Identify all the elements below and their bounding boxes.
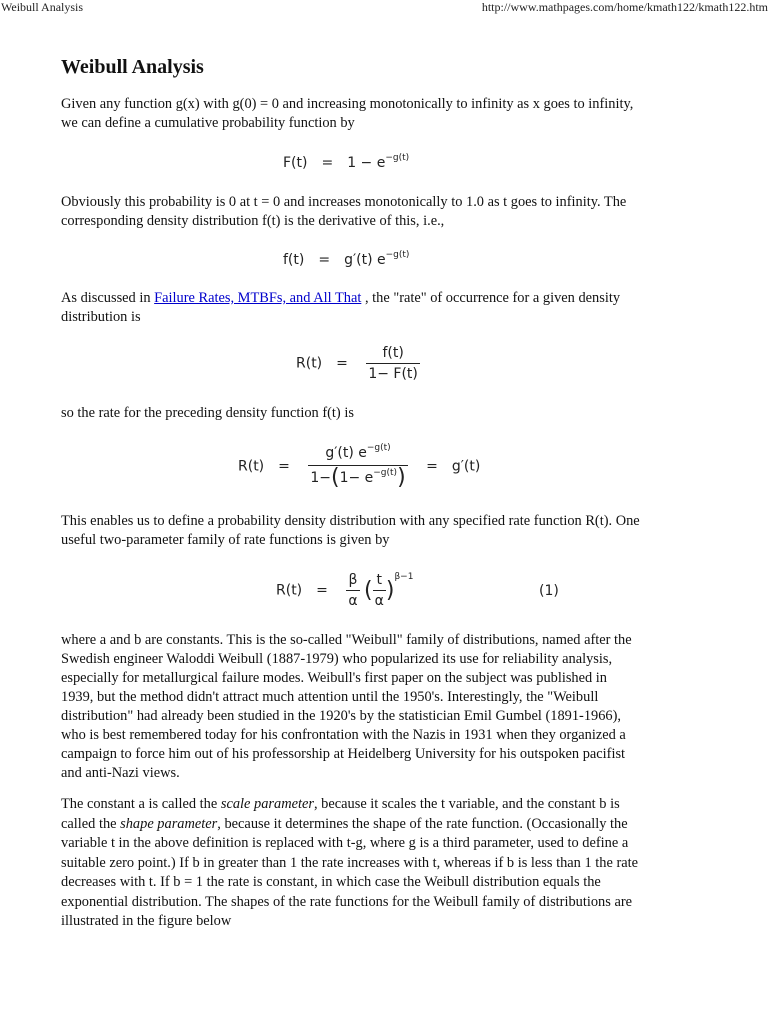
term-scale-parameter: scale parameter: [220, 796, 314, 812]
paragraph-rate-intro: As discussed in Failure Rates, MTBFs, and All That , the "rate" of occurrence for a given density distribution is: [61, 290, 621, 325]
equation-cdf: $F(t) = 1 - e^{-g(t)}$: [283, 153, 410, 171]
link-failure-rates[interactable]: Failure Rates, MTBFs, and All That: [154, 290, 362, 306]
paragraph-weibull-history: where a and b are constants. This is the so-called "Weibull" family of distributions, named after the Swedish engineer Waloddi Weibull (1887-1979) who popularized its use for reliability analysis, especially for metallurgical failure modes. Weibull's first paper on the subject was published in 1939, but the method didn't attract much attention until the 1950's. Interestingly, the "Weibull distribution" had already been studied in the 1920's by the statistician Emil Gumbel (1891-1966), who is best remembered today for his confrontation with the Nazis in 1931 when they organized a campaign to force him out of his professorship at Heidelberg University for his outspoken pacifist and anti-Nazi views.: [61, 632, 632, 781]
fraction-rate: $\frac{f(t)}{1- F(t)}$: [368, 345, 418, 382]
fraction-beta-alpha: $\frac{\beta}{\alpha}$: [348, 572, 358, 609]
paragraph-two-parameter: This enables us to define a probability density distribution with any specified rate function R(t). One useful two-parameter family of rate functions is given by: [61, 513, 640, 548]
fraction-rate-derived: $\frac{g'(t) e^{-g(t)}}{1-(1- e^{-g(t)})}$: [310, 443, 406, 490]
page-title: Weibull Analysis: [61, 56, 204, 78]
equation-weibull-rate: R(t) = $\frac{\beta}{\alpha}$ ( $\frac{t}{\alpha}$ )$^{\beta-1}$: [276, 571, 414, 609]
print-header: [0, 0, 768, 16]
print-header-url[interactable]: http://www.mathpages.com/home/kmath122/kmath122.htm: [481, 0, 768, 14]
print-header-title: Weibull Analysis: [1, 0, 84, 14]
paragraph-intro: Given any function g(x) with g(0) = 0 and increasing monotonically to infinity as x goes to infinity, we can define a cumulative probability function by: [61, 96, 634, 131]
paragraph-parameters: The constant a is called the scale parameter, because it scales the t variable, and the constant b is called the shape parameter, because it determines the shape of the rate function. (Occasionally the variable t in the above definition is replaced with t-g, where g is a third parameter, used to define a suitable zero point.) If b in greater than 1 the rate increases with t, whereas if b is less than 1 the rate decreases with t. If b = 1 the rate is constant, in which case the Weibull distribution equals the exponential distribution. The shapes of the rate functions for the Weibull family of distributions are illustrated in the figure below: [61, 796, 639, 929]
equation-density: f(t) = g′(t) $e^{-g(t)}$: [283, 250, 410, 268]
term-shape-parameter: shape parameter: [120, 815, 218, 832]
paragraph-preceding: so the rate for the preceding density function f(t) is: [61, 405, 354, 421]
equation-number: (1): [539, 583, 559, 599]
fraction-t-alpha: $\frac{t}{\alpha}$: [374, 572, 384, 609]
equation-rate-derived: R(t) = $\frac{g'(t) e^{-g(t)}}{1-(1- e^{-g(t)})}$ = g′(t): [238, 443, 481, 490]
paragraph-density: Obviously this probability is 0 at t = 0 and increases monotonically to 1.0 as t goes to infinity. The corresponding density distribution f(t) is the derivative of this, i.e.,: [61, 194, 627, 229]
equation-rate: R(t) = $\frac{f(t)}{1- F(t)}$: [296, 345, 418, 382]
